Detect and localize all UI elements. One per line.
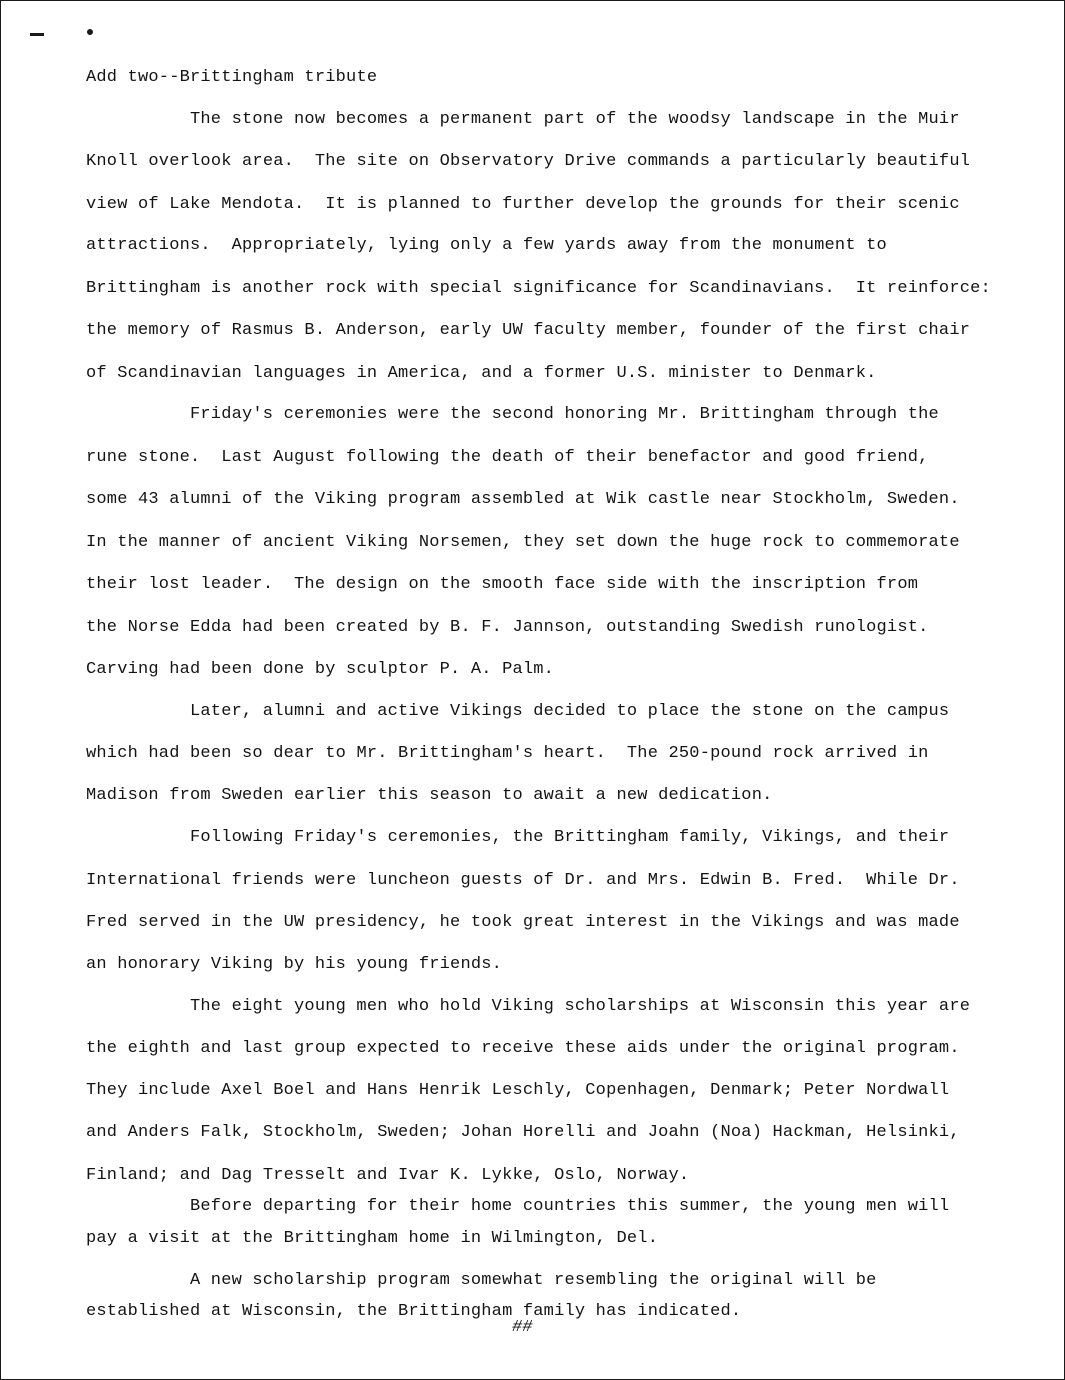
text-line: Madison from Sweden earlier this season to await a new dedication. xyxy=(86,786,773,805)
text-line: Knoll overlook area. The site on Observatory Drive commands a particularly beautiful xyxy=(86,152,971,171)
text-line: The eight young men who hold Viking scholarships at Wisconsin this year are xyxy=(190,997,971,1016)
text-line: International friends were luncheon guests of Dr. and Mrs. Edwin B. Fred. While Dr. xyxy=(86,871,960,890)
text-line: Before departing for their home countries this summer, the young men will xyxy=(190,1197,950,1216)
text-line: of Scandinavian languages in America, and a former U.S. minister to Denmark. xyxy=(86,364,877,383)
end-mark: ## xyxy=(512,1318,533,1337)
text-line: an honorary Viking by his young friends. xyxy=(86,955,503,974)
text-line: view of Lake Mendota. It is planned to further develop the grounds for their scenic xyxy=(86,195,960,214)
text-line: their lost leader. The design on the smooth face side with the inscription from xyxy=(86,575,919,594)
text-line: the eighth and last group expected to receive these aids under the original program. xyxy=(86,1039,960,1058)
text-line: They include Axel Boel and Hans Henrik Leschly, Copenhagen, Denmark; Peter Nordwall xyxy=(86,1081,950,1100)
text-line: attractions. Appropriately, lying only a few yards away from the monument to xyxy=(86,236,887,255)
text-line: Brittingham is another rock with special significance for Scandinavians. It reinforce: xyxy=(86,279,991,298)
text-line: Friday's ceremonies were the second honoring Mr. Brittingham through the xyxy=(190,405,939,424)
text-line: established at Wisconsin, the Brittingham family has indicated. xyxy=(86,1302,742,1321)
text-line: pay a visit at the Brittingham home in Wilmington, Del. xyxy=(86,1229,659,1248)
text-line: which had been so dear to Mr. Brittingham's heart. The 250-pound rock arrived in xyxy=(86,744,929,763)
text-line: Fred served in the UW presidency, he took great interest in the Vikings and was made xyxy=(86,913,960,932)
text-line: and Anders Falk, Stockholm, Sweden; Johan Horelli and Joahn (Noa) Hackman, Helsinki, xyxy=(86,1123,960,1142)
text-line: some 43 alumni of the Viking program assembled at Wik castle near Stockholm, Sweden. xyxy=(86,490,960,509)
text-line: Following Friday's ceremonies, the Brittingham family, Vikings, and their xyxy=(190,828,950,847)
text-line: the Norse Edda had been created by B. F. Jannson, outstanding Swedish runologist. xyxy=(86,618,929,637)
text-line: Carving had been done by sculptor P. A. Palm. xyxy=(86,660,555,679)
text-line: In the manner of ancient Viking Norsemen, they set down the huge rock to commemorate xyxy=(86,533,960,552)
text-line: A new scholarship program somewhat resembling the original will be xyxy=(190,1271,877,1290)
text-line: the memory of Rasmus B. Anderson, early UW faculty member, founder of the first chair xyxy=(86,321,971,340)
text-line: The stone now becomes a permanent part of the woodsy landscape in the Muir xyxy=(190,110,960,129)
page-heading: Add two--Brittingham tribute xyxy=(86,68,378,87)
margin-bullet-mark xyxy=(87,29,93,35)
text-line: rune stone. Last August following the death of their benefactor and good friend, xyxy=(86,448,929,467)
text-line: Finland; and Dag Tresselt and Ivar K. Lykke, Oslo, Norway. xyxy=(86,1166,690,1185)
margin-dash-mark xyxy=(30,33,44,36)
text-line: Later, alumni and active Vikings decided to place the stone on the campus xyxy=(190,702,950,721)
